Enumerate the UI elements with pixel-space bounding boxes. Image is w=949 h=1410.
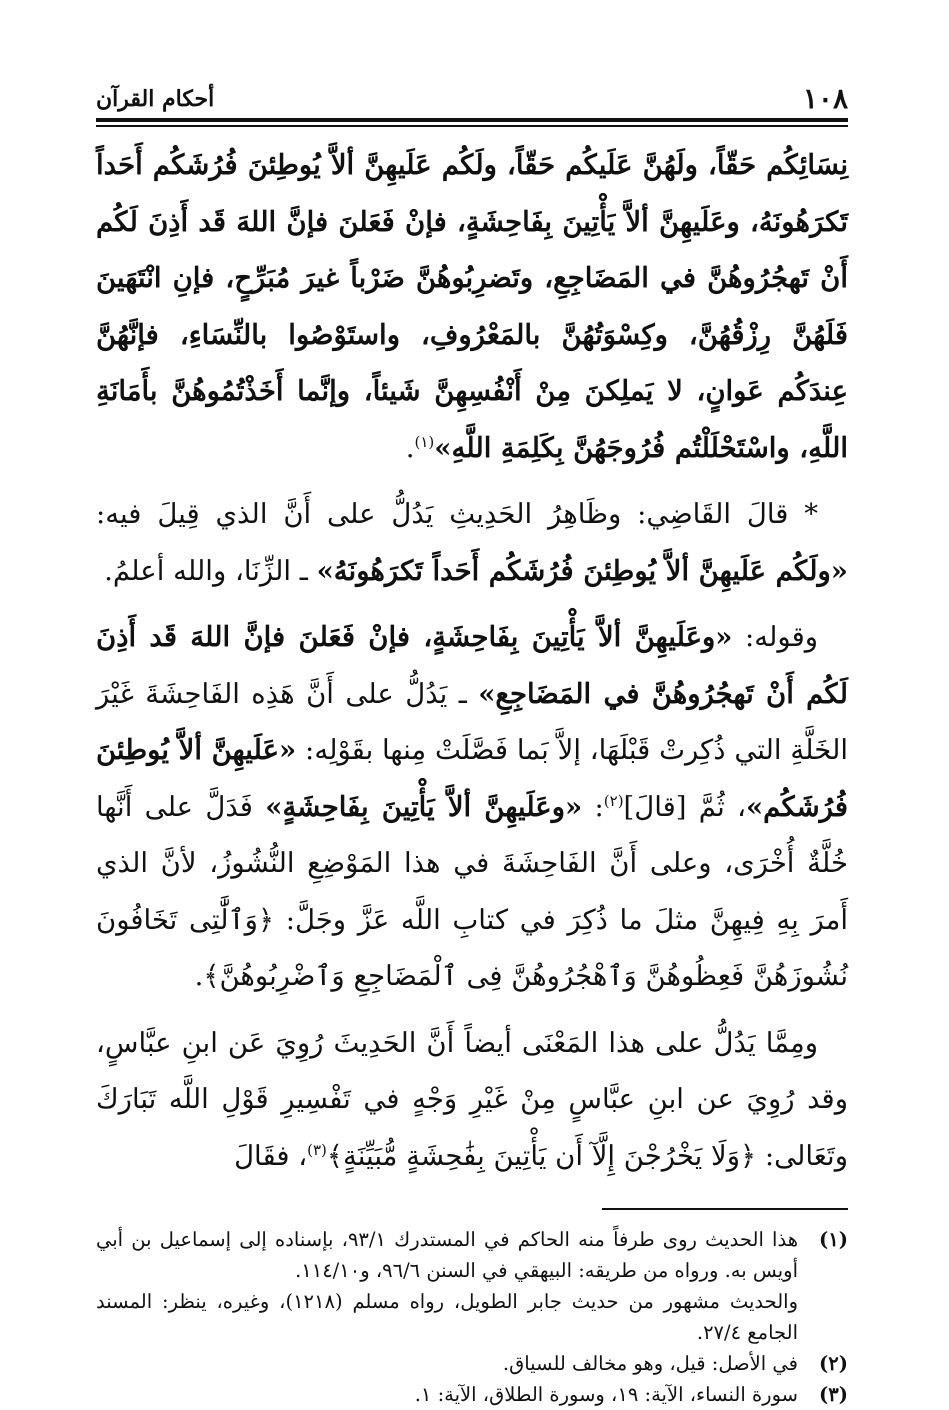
period: . — [194, 960, 204, 992]
page-number: ١٠٨ — [802, 82, 848, 115]
quran-verse: ﴿وَٱلَّٰتِى تَخَافُونَ نُشُوزَهُنَّ فَعِظُوهُنَّ وَٱهْجُرُوهُنَّ فِى ٱلْمَضَاجِعِ وَٱضْرِبُوهُنَّ﴾ — [96, 903, 848, 992]
footnotes — [96, 1224, 848, 1410]
header-rule-thick — [96, 118, 848, 122]
qadi-conclusion: ـ الزِّنَا، والله أعلمُ. — [104, 554, 317, 587]
footnote-number: (١) — [819, 1228, 848, 1251]
header-rule-thin — [96, 125, 848, 127]
paragraph-hadith — [96, 137, 848, 476]
paragraph-commentary — [96, 609, 848, 1005]
qadi-intro: * قالَ القَاضِي: وظَاهِرُ الحَدِيثِ يَدُلُّ على أَنَّ الذي قِيلَ فيه: — [96, 498, 818, 530]
hadith-quote: «عَلَيهِنَّ ألاَّ يُوطِئنَ فُرُشَكُم» — [96, 734, 848, 823]
hadith-quote: «ولَكُم عَلَيهِنَّ ألاَّ يُوطِئنَ فُرُشَكُم أَحَداً تَكرَهُونَهُ» — [316, 554, 848, 587]
text: فَدَلَّ على أَنَّها خُلَّةٌ أُخْرَى، وعلى أَنَّ الفَاحِشَةَ في هذا المَوْضِعِ النُّشُوزُ، لأنَّ الذي أَمرَ بِهِ فِيهِنَّ مثلَ ما ذُكِرَ في كتابِ اللَّه عَزَّ وجَلَّ: — [96, 790, 849, 936]
paragraph-ibn-abbas — [96, 1015, 848, 1185]
footnote-ref-3: (٣) — [307, 1140, 327, 1159]
footnote-number: (٢) — [819, 1352, 848, 1375]
footnote — [96, 1224, 848, 1286]
footnote-text: والحديث مشهور من حديث جابر الطويل، رواه مسلم (١٢١٨)، وغيره، ينظر: المسند الجامع ٢٧/٤. — [96, 1290, 798, 1344]
quran-verse: ﴿وَلَا يَخْرُجْنَ إِلَّآ أَن يَأْتِينَ بِفَٰحِشَةٍ مُّبَيِّنَةٍ﴾ — [326, 1139, 757, 1172]
footnote-text: في الأصل: قيل، وهو مخالف للسياق. — [502, 1352, 798, 1375]
footnote-number: (٣) — [819, 1383, 848, 1406]
book-page — [96, 70, 849, 1406]
footnote-separator — [602, 1208, 848, 1210]
footnote-ref-1: (١) — [414, 432, 435, 451]
main-text — [96, 137, 848, 1184]
footnote — [96, 1348, 848, 1379]
paragraph-qadi — [96, 486, 848, 599]
footnote-ref-2: (٢) — [603, 791, 624, 810]
book-title: أحكام القرآن — [96, 86, 215, 112]
text: : — [582, 790, 604, 823]
text: ومِمَّا يَدُلُّ على هذا المَعْنَى أيضاً أَنَّ الحَدِيثَ رُوِيَ عَن ابنِ عبَّاسٍ، وقد رُوِيَ عن ابنِ عبَّاسٍ مِنْ غَيْرِ وَجْهٍ في تَفْسِيرِ قَوْلِ اللَّه تَبَارَكَ وتَعَالى: — [96, 1026, 848, 1172]
text: ، ثُمَّ [قالَ] — [623, 790, 746, 823]
footnote — [96, 1286, 848, 1348]
page-header — [96, 70, 848, 114]
period: . — [405, 431, 415, 464]
footnote — [96, 1379, 848, 1410]
footnote-text: سورة النساء، الآية: ١٩، وسورة الطلاق، الآية: ١. — [414, 1383, 798, 1406]
hadith-quote: «وعَلَيهِنَّ ألاَّ يَأْتِينَ بِفَاحِشَةٍ» — [265, 790, 583, 823]
footnote-text: هذا الحديث روى طرفاً منه الحاكم في المستدرك ٩٣/١، بإسناده إلى إسماعيل بن أبي أويس به. ورواه من طريقه: البيهقي في السنن ٩٦/٦، و١١٤/١٠. — [96, 1228, 798, 1282]
hadith-text: نِسَائِكُم حَقّاً، ولَهُنَّ عَلَيكُم حَقّاً، ولَكُم عَلَيهِنَّ ألاَّ يُوطِئنَ فُرُشَكُم أَحَداً تَكرَهُونَهُ، وعَلَيهِنَّ ألاَّ يَأْتِينَ بِفَاحِشَةٍ، فإنْ فَعَلنَ فإنَّ اللهَ قَد أَذِنَ لَكُم أَنْ تَهجُرُوهُنَّ في المَضَاجِعِ، وتَضرِبُوهُنَّ ضَرْباً غيرَ مُبَرِّحٍ، فإنِ انْتَهَينَ فَلَهُنَّ رِزْقُهُنَّ، وكِسْوَتُهُنَّ بالمَعْرُوفِ، واستَوْصُوا بالنِّسَاءِ، فإنَّهُنَّ عِندَكُم عَوانٍ، لا يَملِكنَ مِنْ أَنْفُسِهِنَّ شَيئاً، وإنَّما أَخَذْتُمُوهُنَّ بأَمَانَةِ اللَّهِ، واسْتَحْلَلْتُم فُرُوجَهُنَّ بِكَلِمَةِ اللَّهِ» — [96, 149, 848, 464]
text: وقوله: — [732, 621, 819, 653]
text: ـ يَدُلُّ على أَنَّ هَذِه الفَاحِشَةَ غَيْرَ الخَلَّةِ التي ذُكِرتْ قَبْلَهَا، إلاَّ بَما فَصَّلَتْ مِنها بقَوْلِه: — [96, 677, 848, 766]
hadith-quote: «وعَلَيهِنَّ ألاَّ يَأْتِينَ بِفَاحِشَةٍ، فإنْ فَعَلنَ فإنَّ اللهَ قَد أَذِنَ لَكُم أَنْ تَهجُرُوهُنَّ في المَضَاجِعِ» — [96, 621, 848, 710]
text: ، فقَالَ — [234, 1139, 308, 1172]
